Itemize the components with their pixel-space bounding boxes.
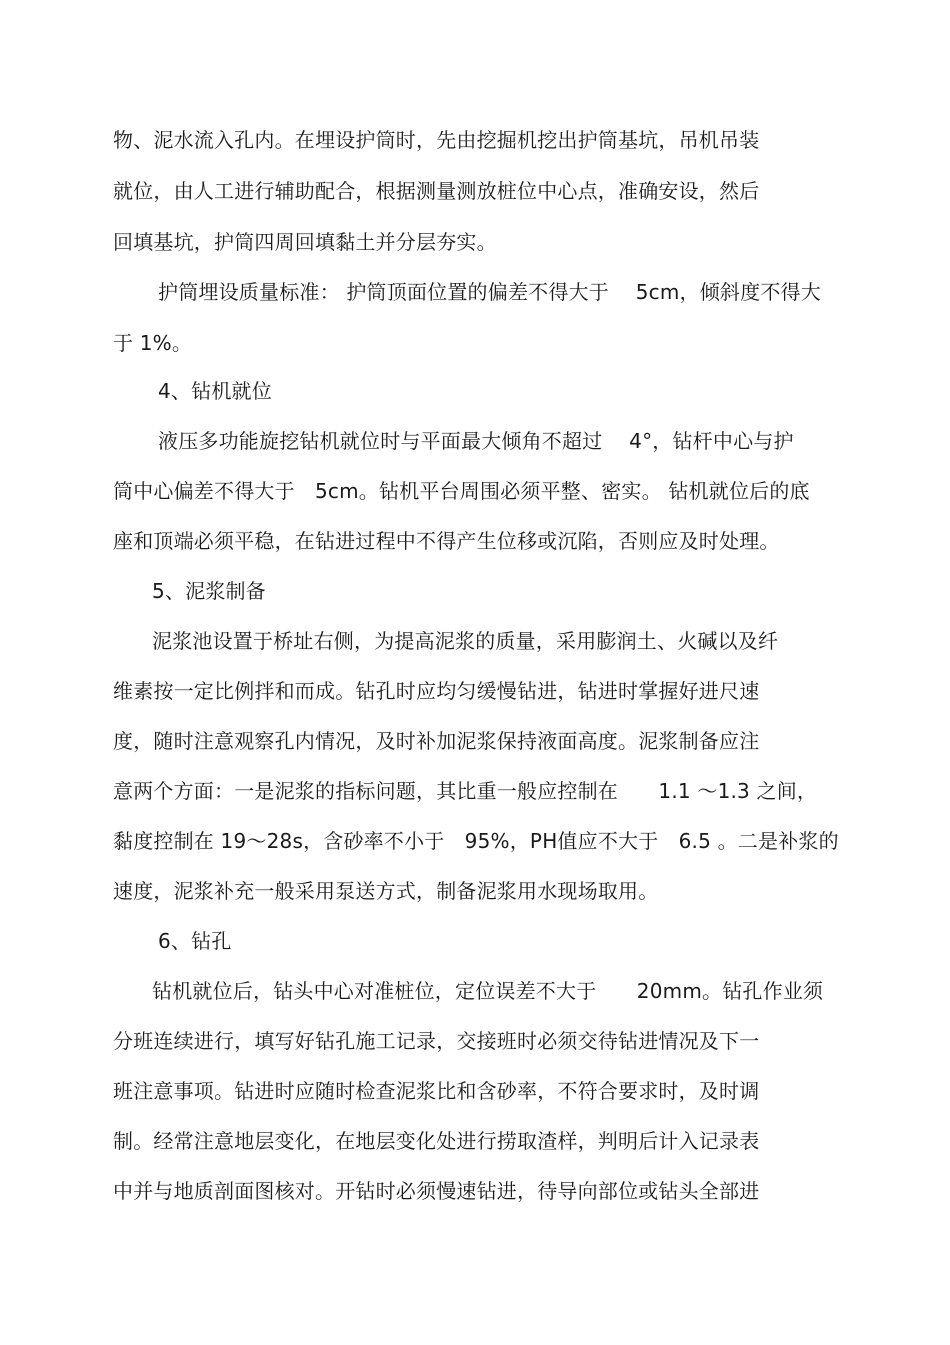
text-line: 分班连续进行，填写好钻孔施工记录，交接班时必须交待钻进情况及下一 [113, 1029, 760, 1053]
text-line: 就位，由人工进行辅助配合，根据测量测放桩位中心点，准确安设，然后 [113, 179, 760, 203]
text-line: 液压多功能旋挖钻机就位时与平面最大倾角不超过 4°，钻杆中心与护 [158, 429, 794, 453]
text-line: 意两个方面：一是泥浆的指标问题，其比重一般应控制在 1.1 ～1.3 之间， [113, 779, 818, 803]
text-line: 维素按一定比例拌和而成。钻孔时应均匀缓慢钻进，钻进时掌握好进尺速 [113, 679, 760, 703]
text-line: 物、泥水流入孔内。在埋设护筒时，先由挖掘机挖出护筒基坑，吊机吊装 [113, 128, 760, 152]
section-heading: 5、泥浆制备 [152, 579, 266, 603]
text-line: 黏度控制在 19～28s，含砂率不小于 95%，PH值应不大于 6.5 。二是补浆的 [113, 829, 839, 853]
text-line: 筒中心偏差不得大于 5cm。钻机平台周围必须平整、密实。 钻机就位后的底 [113, 479, 810, 503]
text-line: 回填基坑，护筒四周回填黏土并分层夯实。 [113, 230, 497, 254]
text-line: 钻机就位后，钻头中心对准桩位，定位误差不大于 20mm。钻孔作业须 [152, 979, 824, 1003]
text-line: 制。经常注意地层变化，在地层变化处进行捞取渣样，判明后计入记录表 [113, 1129, 760, 1153]
text-line: 于 1%。 [113, 331, 193, 355]
section-heading: 6、钻孔 [158, 929, 232, 953]
text-line: 度，随时注意观察孔内情况，及时补加泥浆保持液面高度。泥浆制备应注 [113, 729, 760, 753]
section-heading: 4、钻机就位 [158, 379, 272, 403]
text-line: 护筒埋设质量标准： 护筒顶面位置的偏差不得大于 5cm，倾斜度不得大 [158, 280, 821, 304]
text-line: 速度，泥浆补充一般采用泵送方式，制备泥浆用水现场取用。 [113, 879, 659, 903]
text-line: 座和顶端必须平稳，在钻进过程中不得产生位移或沉陷，否则应及时处理。 [113, 529, 780, 553]
text-line: 班注意事项。钻进时应随时检查泥浆比和含砂率，不符合要求时，及时调 [113, 1079, 760, 1103]
text-line: 泥浆池设置于桥址右侧，为提高泥浆的质量，采用膨润土、火碱以及纤 [152, 629, 779, 653]
text-line: 中并与地质剖面图核对。开钻时必须慢速钻进，待导向部位或钻头全部进 [113, 1179, 760, 1203]
